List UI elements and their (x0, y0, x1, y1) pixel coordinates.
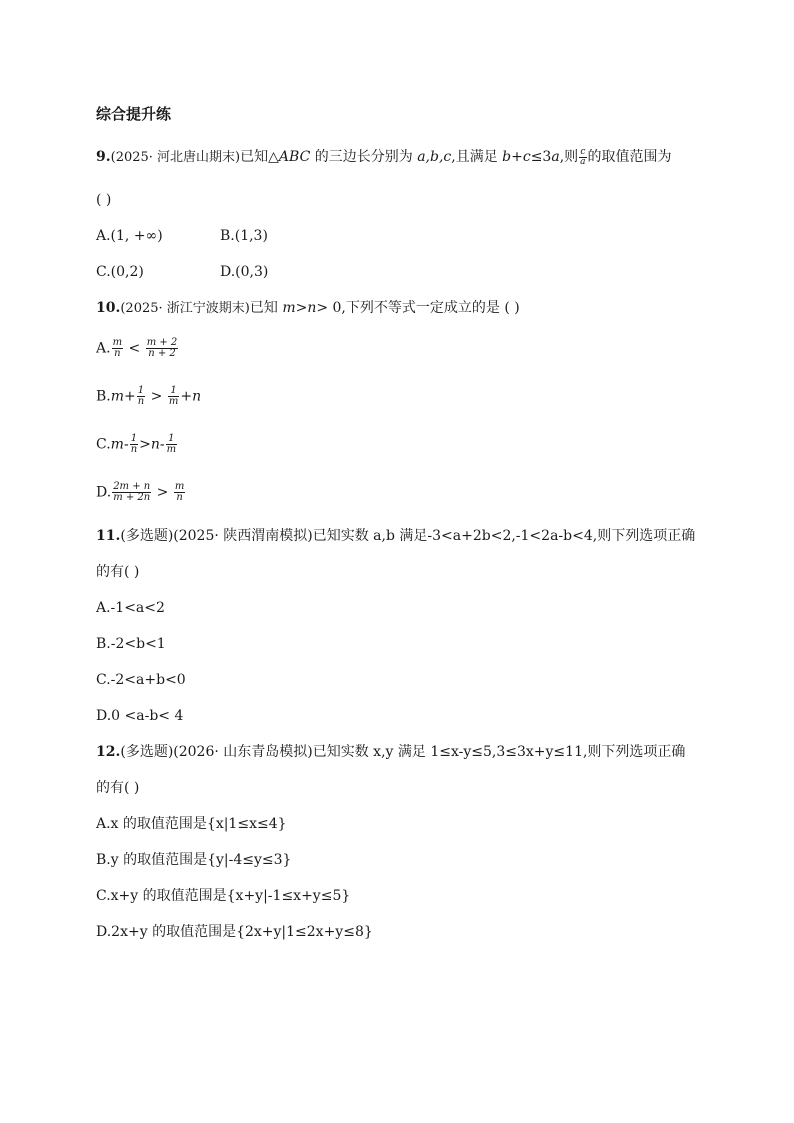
q9-text-b: 的三边长分别为 (310, 149, 418, 165)
q11-option-c: C.-2<a+b<0 (96, 672, 186, 688)
question-9-options-row2 (96, 262, 496, 282)
q12-option-b: B.y 的取值范围是{y|-4≤y≤3} (96, 852, 292, 868)
q10-d-f2-den: n (176, 492, 183, 503)
section-title: 综合提升练 (96, 105, 172, 123)
q10-c-f2-den: m (166, 444, 177, 455)
q10-option-a (96, 338, 179, 359)
q12-line1: (多选题)(2026· 山东青岛模拟)已知实数 x,y 满足 1≤x-y≤5,3≤3x+y≤11,则下列选项正确 (120, 744, 686, 760)
q9-option-c: C.(0,2) (96, 264, 144, 280)
q10-text-b: 0,下列不等式一定成立的是 ( ) (328, 300, 520, 316)
q9-condition: b+c (502, 149, 531, 165)
q10-d-op: > (152, 484, 173, 501)
q12-option-a: A.x 的取值范围是{x|1≤x≤4} (96, 816, 287, 832)
q10-a-f2-den: n + 2 (148, 348, 176, 359)
question-12-stem (96, 742, 685, 762)
question-9-source: (2025· 河北唐山期末) (110, 150, 241, 165)
q11-option-d: D.0 <a-b< 4 (96, 708, 184, 724)
question-9-options-row1 (96, 226, 496, 246)
q10-text-a: 已知 (249, 300, 283, 316)
q10-c-m: m- (110, 436, 129, 453)
q10-d-frac1 (112, 482, 151, 503)
q10-option-c (96, 434, 178, 455)
question-9-paren: ( ) (96, 192, 112, 208)
q10-c-f2-num: 1 (166, 434, 177, 445)
question-12-number: 12. (96, 744, 121, 760)
q10-c-mid: >n- (139, 436, 165, 453)
q10-a-op: < (124, 340, 145, 357)
q10-c-label: C. (96, 436, 111, 453)
q11-option-a: A.-1<a<2 (96, 600, 165, 616)
q10-a-frac1 (112, 338, 123, 359)
q9-option-b: B.(1,3) (220, 228, 268, 244)
q10-a-label: A. (96, 340, 111, 357)
q10-a-frac2 (146, 338, 179, 359)
q11-line2: 的有( ) (96, 564, 140, 580)
q9-text-d: ≤3 (530, 149, 552, 165)
q9-text-a: 已知△ (240, 149, 279, 165)
q11-line1: (多选题)(2025· 陕西渭南模拟)已知实数 a,b 满足-3<a+2b<2,-1<2a-b<4,则下列选项正确 (120, 528, 696, 544)
q10-b-m: m+ (110, 388, 136, 405)
q10-d-f2-num: m (174, 481, 185, 492)
question-9-stem (96, 147, 672, 168)
q10-b-f1-den: n (137, 396, 145, 407)
q10-b-op: > (146, 388, 167, 405)
q10-c-frac1 (130, 434, 138, 455)
q10-a-f1-num: m (112, 337, 123, 348)
q9-vars: a,b,c (417, 149, 452, 165)
q10-d-f1-num: 2m + n (113, 481, 151, 492)
q10-b-f2-num: 1 (168, 386, 179, 397)
q10-b-f1-num: 1 (137, 385, 145, 396)
q11-option-b: B.-2<b<1 (96, 636, 166, 652)
q9-option-a: A.(1, +∞) (96, 228, 163, 244)
q10-condition: m>n> (282, 300, 329, 316)
q9-fraction (579, 148, 586, 167)
q12-option-d: D.2x+y 的取值范围是{2x+y|1≤2x+y≤8} (96, 924, 373, 940)
q10-b-label: B. (96, 388, 111, 405)
q10-option-d (96, 482, 186, 503)
q9-option-d: D.(0,3) (220, 264, 269, 280)
question-9-number: 9. (96, 149, 111, 165)
question-11-stem (96, 526, 695, 546)
question-10-number: 10. (96, 300, 121, 316)
q10-a-f2-num: m + 2 (146, 337, 178, 348)
q10-c-f1-den: n (130, 444, 138, 455)
q10-b-frac1 (137, 386, 145, 407)
q9-text-c: ,且满足 (451, 149, 503, 165)
q10-d-f1-den: m + 2n (113, 492, 151, 503)
q12-option-c: C.x+y 的取值范围是{x+y|-1≤x+y≤5} (96, 888, 351, 904)
q12-line2: 的有( ) (96, 780, 140, 796)
q10-b-frac2 (168, 386, 179, 407)
question-10-source: (2025· 浙江宁波期末) (120, 301, 250, 316)
q10-a-f1-den: n (114, 348, 121, 359)
q9-triangle: ABC (278, 149, 311, 165)
question-11-number: 11. (96, 528, 121, 544)
q9-frac-den: a (580, 156, 586, 167)
q10-d-label: D. (96, 484, 112, 501)
q10-b-tail: +n (180, 388, 202, 405)
q10-option-b (96, 386, 201, 407)
q10-d-frac2 (174, 482, 185, 503)
q9-var-a: a (551, 149, 560, 165)
q9-frac-num: c (580, 146, 586, 157)
q9-text-f: 的取值范围为 (587, 149, 672, 165)
question-10-stem (96, 298, 520, 319)
q10-c-f1-num: 1 (130, 433, 138, 444)
q9-text-e: ,则 (559, 149, 579, 165)
q10-b-f2-den: m (168, 396, 179, 407)
q10-c-frac2 (166, 434, 177, 455)
